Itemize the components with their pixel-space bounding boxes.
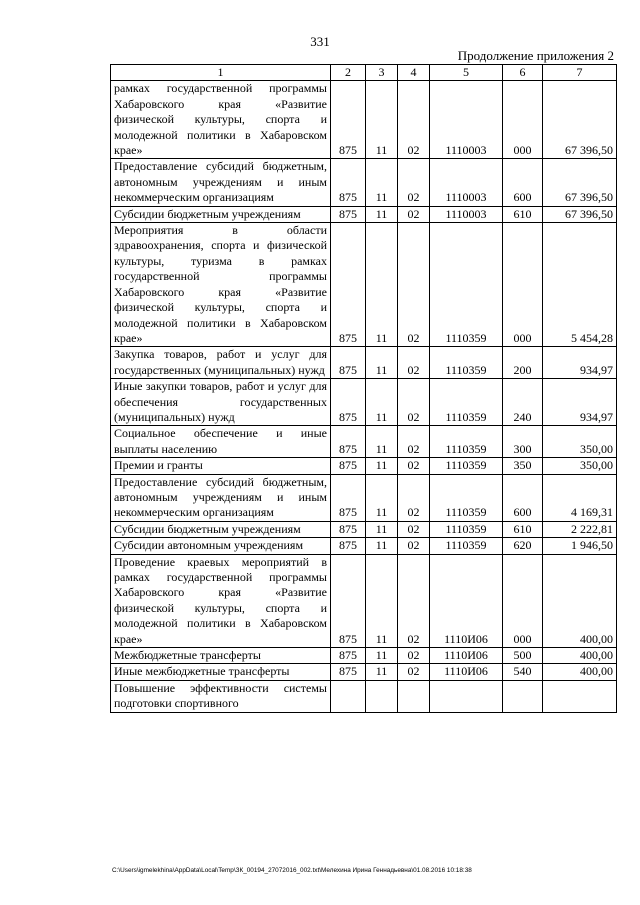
subsection-code-cell: 02 [398,554,430,647]
row-name-cell: Предоставление субсидий бюджетным, автономным учреждениям и иным некоммерческим организациям [111,159,331,206]
amount-cell: 4 169,31 [543,474,617,521]
column-header: 6 [503,65,543,81]
expense-type-cell: 000 [503,554,543,647]
row-name-cell: Субсидии автономным учреждениям [111,538,331,554]
ministry-code-cell: 875 [331,223,366,347]
table-row [111,664,617,680]
subsection-code-cell: 02 [398,159,430,206]
target-article-cell: 1110359 [430,379,503,426]
subsection-code-cell: 02 [398,474,430,521]
target-article-cell: 1110003 [430,206,503,222]
ministry-code-cell: 875 [331,521,366,537]
column-header: 4 [398,65,430,81]
row-name-cell: Межбюджетные трансферты [111,648,331,664]
table-row [111,159,617,206]
amount-cell: 934,97 [543,379,617,426]
table-header-row [111,65,617,81]
amount-cell: 350,00 [543,458,617,474]
table-row [111,81,617,159]
budget-table [110,64,617,713]
section-code-cell: 11 [366,458,398,474]
section-code-cell: 11 [366,554,398,647]
file-path-footer: C:\Users\igmelekhina\AppData\Local\Temp\ЗК_00194_27072016_002.txt\Мелехина Ирина Геннадьевна\01.08.2016 10:18:38 [112,867,472,874]
amount-cell: 400,00 [543,554,617,647]
target-article-cell: 1110И06 [430,554,503,647]
target-article-cell: 1110И06 [430,664,503,680]
expense-type-cell: 600 [503,159,543,206]
subsection-code-cell: 02 [398,347,430,379]
row-name-cell: Субсидии бюджетным учреждениям [111,206,331,222]
amount-cell: 400,00 [543,664,617,680]
target-article-cell: 1110359 [430,521,503,537]
ministry-code-cell: 875 [331,458,366,474]
section-code-cell: 11 [366,521,398,537]
subsection-code-cell: 02 [398,521,430,537]
subsection-code-cell: 02 [398,538,430,554]
target-article-cell: 1110359 [430,426,503,458]
page-number: 331 [310,34,330,49]
expense-type-cell [503,680,543,712]
section-code-cell [366,680,398,712]
table-row [111,426,617,458]
row-name-cell: рамках государственной программы Хабаровского края «Развитие физической культуры, спорта и молодежной политики в Хабаровском крае» [111,81,331,159]
expense-type-cell: 610 [503,521,543,537]
ministry-code-cell: 875 [331,554,366,647]
section-code-cell: 11 [366,206,398,222]
section-code-cell: 11 [366,648,398,664]
subsection-code-cell: 02 [398,426,430,458]
ministry-code-cell [331,680,366,712]
amount-cell: 5 454,28 [543,223,617,347]
subsection-code-cell: 02 [398,648,430,664]
subsection-code-cell: 02 [398,81,430,159]
subsection-code-cell: 02 [398,223,430,347]
expense-type-cell: 540 [503,664,543,680]
section-code-cell: 11 [366,474,398,521]
row-name-cell: Предоставление субсидий бюджетным, автономным учреждениям и иным некоммерческим организациям [111,474,331,521]
target-article-cell: 1110359 [430,474,503,521]
target-article-cell: 1110359 [430,458,503,474]
expense-type-cell: 610 [503,206,543,222]
target-article-cell: 1110359 [430,538,503,554]
section-code-cell: 11 [366,538,398,554]
ministry-code-cell: 875 [331,648,366,664]
row-name-cell: Мероприятия в области здравоохранения, спорта и физической культуры, туризма в рамках государственной программы Хабаровского края «Развитие физической культуры, спорта и молодежной политики в Хабаровском крае» [111,223,331,347]
amount-cell: 67 396,50 [543,81,617,159]
row-name-cell: Субсидии бюджетным учреждениям [111,521,331,537]
target-article-cell: 1110359 [430,347,503,379]
ministry-code-cell: 875 [331,81,366,159]
table-row [111,474,617,521]
table-row [111,458,617,474]
section-code-cell: 11 [366,223,398,347]
subsection-code-cell: 02 [398,458,430,474]
ministry-code-cell: 875 [331,426,366,458]
amount-cell [543,680,617,712]
column-header: 3 [366,65,398,81]
column-header: 2 [331,65,366,81]
target-article-cell: 1110359 [430,223,503,347]
table-row [111,347,617,379]
column-header: 7 [543,65,617,81]
subsection-code-cell: 02 [398,206,430,222]
target-article-cell: 1110003 [430,159,503,206]
amount-cell: 67 396,50 [543,159,617,206]
section-code-cell: 11 [366,81,398,159]
expense-type-cell: 500 [503,648,543,664]
section-code-cell: 11 [366,379,398,426]
expense-type-cell: 600 [503,474,543,521]
amount-cell: 2 222,81 [543,521,617,537]
continuation-label: Продолжение приложения 2 [457,48,614,63]
ministry-code-cell: 875 [331,474,366,521]
ministry-code-cell: 875 [331,538,366,554]
subsection-code-cell [398,680,430,712]
target-article-cell: 1110И06 [430,648,503,664]
expense-type-cell: 240 [503,379,543,426]
section-code-cell: 11 [366,159,398,206]
table-row [111,538,617,554]
expense-type-cell: 620 [503,538,543,554]
row-name-cell: Премии и гранты [111,458,331,474]
expense-type-cell: 000 [503,223,543,347]
amount-cell: 934,97 [543,347,617,379]
row-name-cell: Социальное обеспечение и иные выплаты населению [111,426,331,458]
ministry-code-cell: 875 [331,379,366,426]
row-name-cell: Иные закупки товаров, работ и услуг для обеспечения государственных (муниципальных) нужд [111,379,331,426]
table-row [111,680,617,712]
row-name-cell: Закупка товаров, работ и услуг для государственных (муниципальных) нужд [111,347,331,379]
amount-cell: 350,00 [543,426,617,458]
column-header: 1 [111,65,331,81]
expense-type-cell: 300 [503,426,543,458]
amount-cell: 67 396,50 [543,206,617,222]
table-row [111,648,617,664]
subsection-code-cell: 02 [398,664,430,680]
ministry-code-cell: 875 [331,159,366,206]
ministry-code-cell: 875 [331,347,366,379]
ministry-code-cell: 875 [331,206,366,222]
row-name-cell: Проведение краевых мероприятий в рамках государственной программы Хабаровского края «Развитие физической культуры, спорта и молодежной политики в Хабаровском крае» [111,554,331,647]
table-row [111,223,617,347]
section-code-cell: 11 [366,347,398,379]
subsection-code-cell: 02 [398,379,430,426]
row-name-cell: Повышение эффективности системы подготовки спортивного [111,680,331,712]
table-row [111,554,617,647]
target-article-cell: 1110003 [430,81,503,159]
column-header: 5 [430,65,503,81]
table-row [111,379,617,426]
expense-type-cell: 200 [503,347,543,379]
ministry-code-cell: 875 [331,664,366,680]
amount-cell: 1 946,50 [543,538,617,554]
target-article-cell [430,680,503,712]
expense-type-cell: 000 [503,81,543,159]
section-code-cell: 11 [366,426,398,458]
row-name-cell: Иные межбюджетные трансферты [111,664,331,680]
amount-cell: 400,00 [543,648,617,664]
table-row [111,521,617,537]
table-row [111,206,617,222]
expense-type-cell: 350 [503,458,543,474]
section-code-cell: 11 [366,664,398,680]
